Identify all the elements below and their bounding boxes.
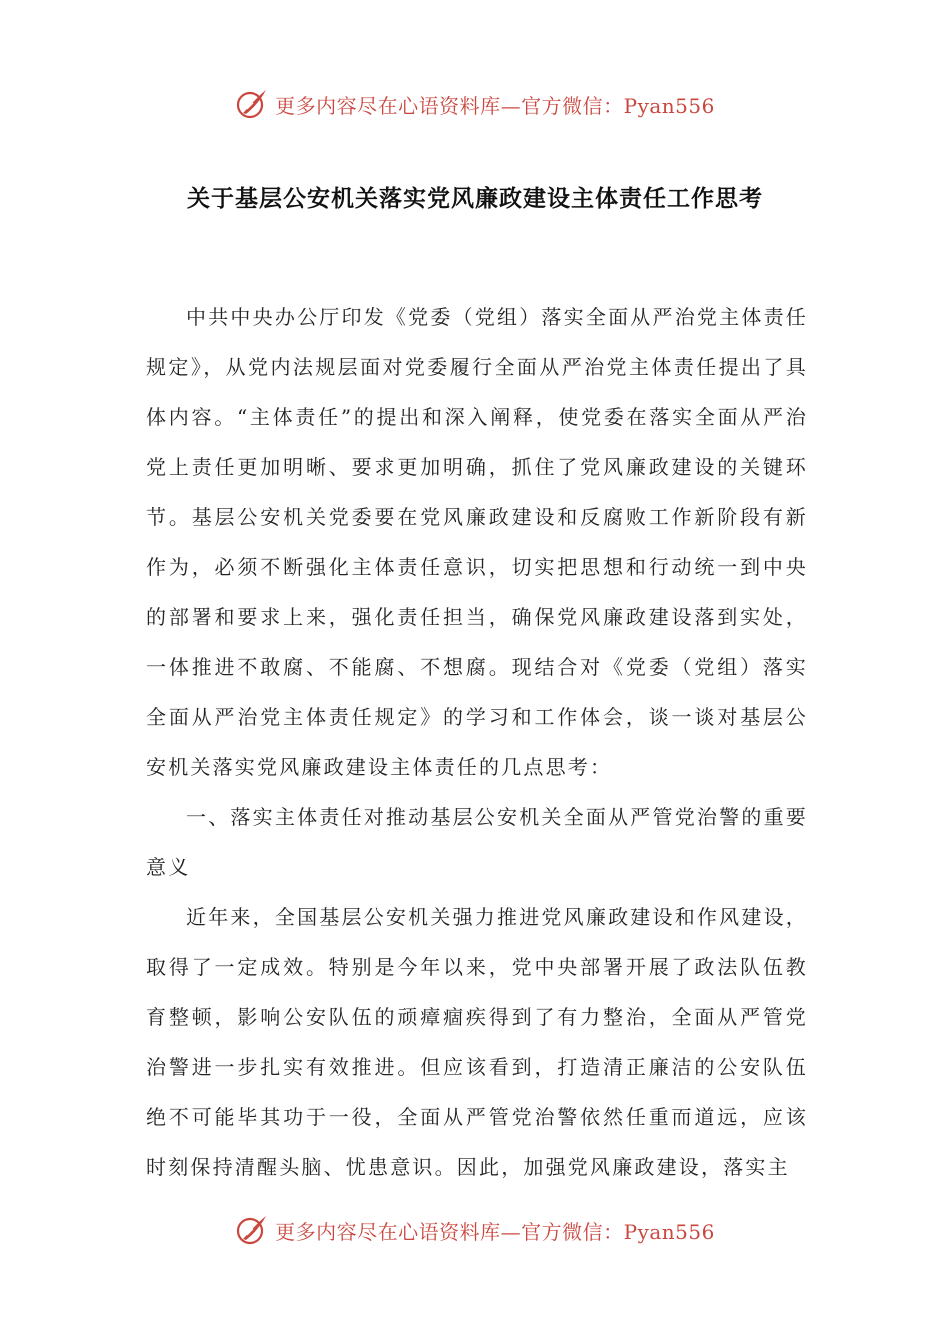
document-body <box>146 292 808 1192</box>
section-heading-1: 一、落实主体责任对推动基层公安机关全面从严管党治警的重要意义 <box>146 805 808 879</box>
document-title: 关于基层公安机关落实党风廉政建设主体责任工作思考 <box>187 186 763 212</box>
footer-banner <box>0 1210 950 1250</box>
banner-text: 更多内容尽在心语资料库—官方微信：Pyan556 <box>275 1219 715 1244</box>
banner-text: 更多内容尽在心语资料库—官方微信：Pyan556 <box>275 93 715 118</box>
header-banner <box>0 84 950 124</box>
paragraph-section-1: 近年来，全国基层公安机关强力推进党风廉政建设和作风建设，取得了一定成效。特别是今年以来，党中央部署开展了政法队伍教育整顿，影响公安队伍的顽瘴痼疾得到了有力整治，全面从严管党治警进一步扎实有效推进。但应该看到，打造清正廉洁的公安队伍绝不可能毕其功于一役，全面从严管党治警依然任重而道远，应该时刻保持清醒头脑、忧患意识。因此，加强党风廉政建设，落实主 <box>146 905 808 1179</box>
quill-logo-icon <box>235 1213 269 1247</box>
paragraph-intro: 中共中央办公厅印发《党委（党组）落实全面从严治党主体责任规定》，从党内法规层面对党委履行全面从严治党主体责任提出了具体内容。“主体责任”的提出和深入阐释，使党委在落实全面从严治党上责任更加明晰、要求更加明确，抓住了党风廉政建设的关键环节。基层公安机关党委要在党风廉政建设和反腐败工作新阶段有新作为，必须不断强化主体责任意识，切实把思想和行动统一到中央的部署和要求上来，强化责任担当，确保党风廉政建设落到实处，一体推进不敢腐、不能腐、不想腐。现结合对《党委（党组）落实全面从严治党主体责任规定》的学习和工作体会，谈一谈对基层公安机关落实党风廉政建设主体责任的几点思考： <box>146 305 808 779</box>
quill-logo-icon <box>235 87 269 121</box>
